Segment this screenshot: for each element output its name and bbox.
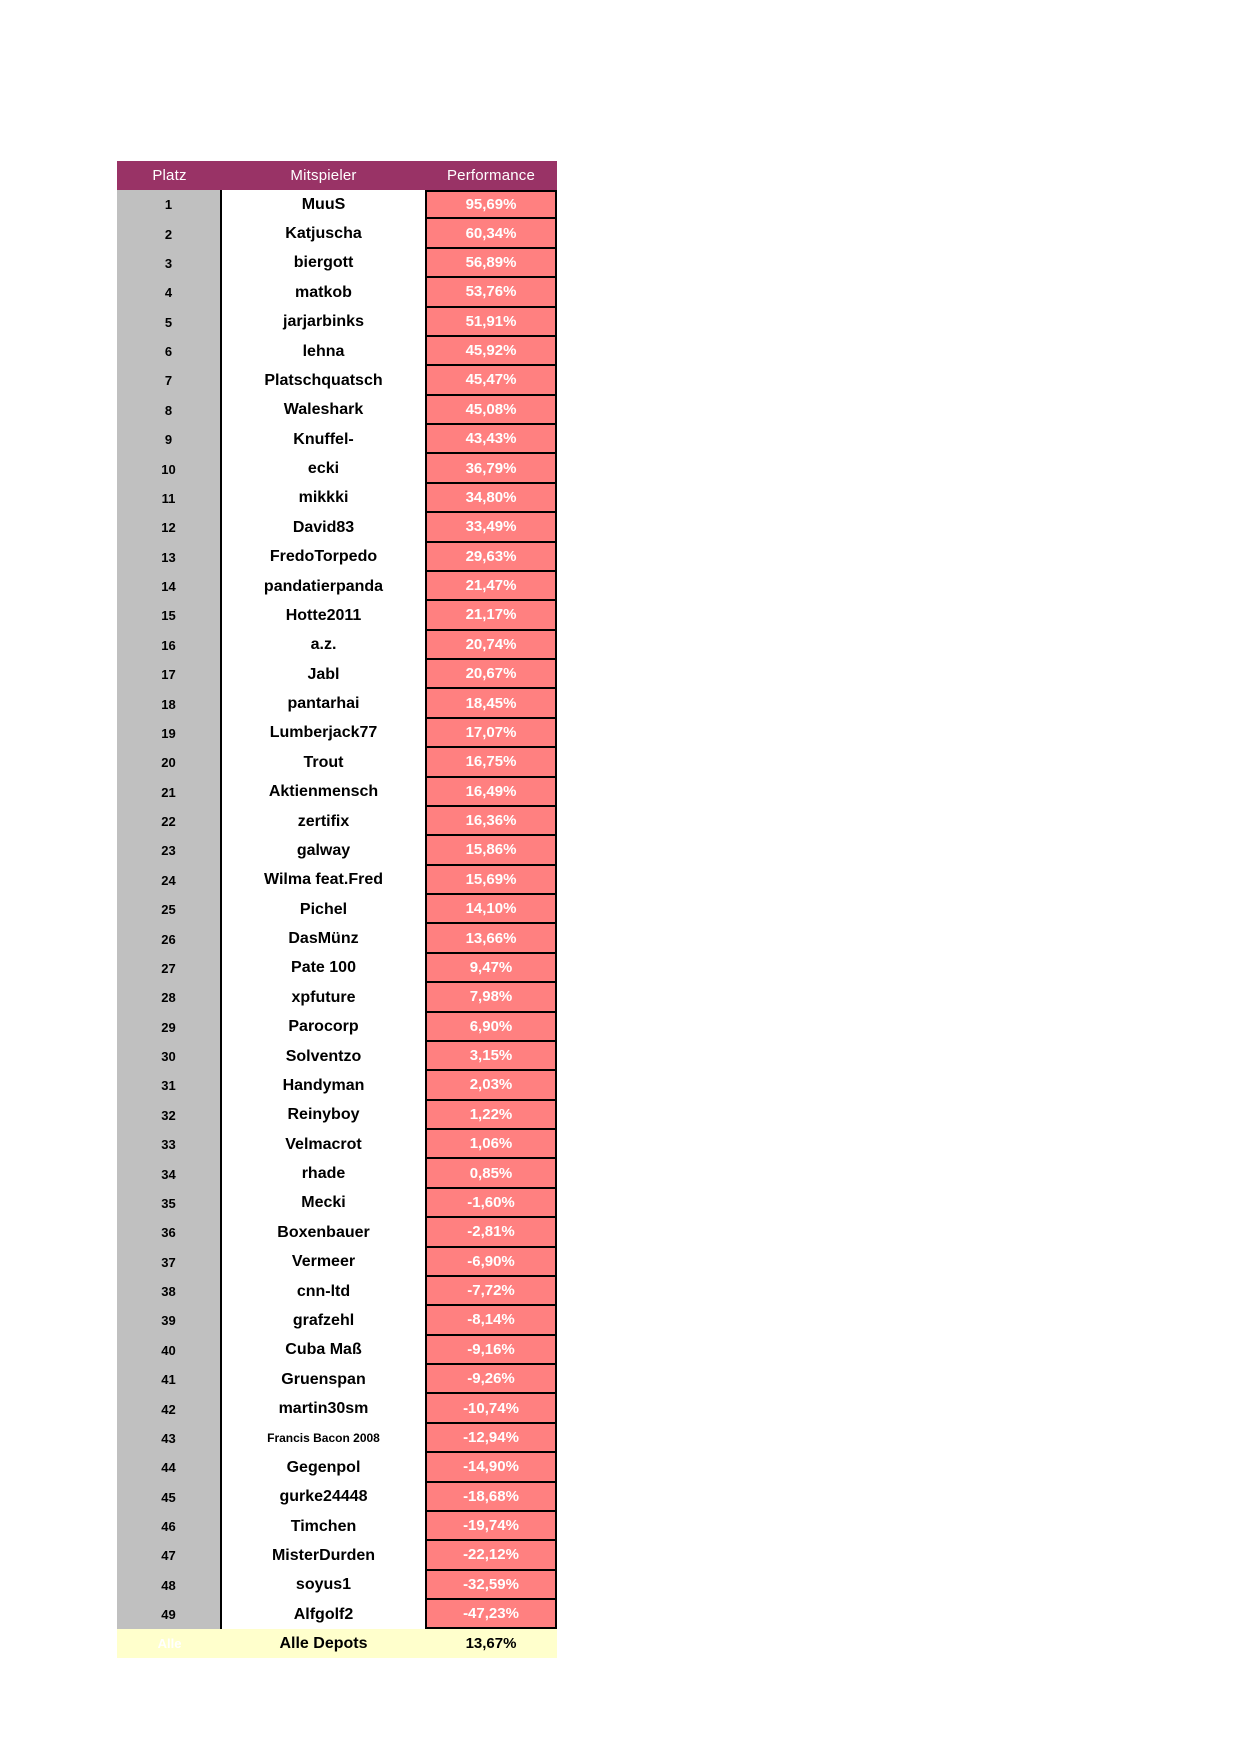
table-header-row [117, 161, 557, 190]
rank-cell: 25 [117, 895, 222, 924]
player-name-cell: Waleshark [222, 396, 425, 425]
summary-name-cell: Alle Depots [279, 1634, 368, 1652]
player-name-cell: martin30sm [222, 1394, 425, 1423]
table-body [117, 190, 557, 1629]
player-name-cell: zertifix [222, 807, 425, 836]
performance-cell: 29,63% [425, 543, 557, 572]
player-name-cell: xpfuture [222, 983, 425, 1012]
rank-cell: 34 [117, 1159, 222, 1188]
rank-cell: 28 [117, 983, 222, 1012]
performance-cell: 14,10% [425, 895, 557, 924]
table-row [117, 1483, 557, 1512]
performance-cell: 15,86% [425, 836, 557, 865]
rank-cell: 12 [117, 513, 222, 542]
player-name-cell: rhade [222, 1159, 425, 1188]
player-name-cell: pandatierpanda [222, 572, 425, 601]
player-name-cell: MisterDurden [222, 1541, 425, 1570]
table-row [117, 954, 557, 983]
rank-cell: 8 [117, 396, 222, 425]
rank-cell: 40 [117, 1336, 222, 1365]
performance-cell: 45,92% [425, 337, 557, 366]
rank-cell: 32 [117, 1101, 222, 1130]
player-name-cell: galway [222, 836, 425, 865]
table-row [117, 1071, 557, 1100]
player-name-cell: Katjuscha [222, 219, 425, 248]
table-row [117, 1013, 557, 1042]
performance-cell: 16,49% [425, 778, 557, 807]
performance-cell: 60,34% [425, 219, 557, 248]
rank-cell: 41 [117, 1365, 222, 1394]
performance-cell: -18,68% [425, 1483, 557, 1512]
player-name-cell: ecki [222, 454, 425, 483]
rank-cell: 13 [117, 543, 222, 572]
rank-cell: 19 [117, 719, 222, 748]
performance-cell: 36,79% [425, 454, 557, 483]
player-name-cell: David83 [222, 513, 425, 542]
player-name-cell: jarjarbinks [222, 308, 425, 337]
table-row [117, 1306, 557, 1335]
rank-cell: 48 [117, 1571, 222, 1600]
performance-cell: -32,59% [425, 1571, 557, 1600]
table-row [117, 866, 557, 895]
table-row [117, 308, 557, 337]
performance-cell: -47,23% [425, 1600, 557, 1629]
rank-cell: 7 [117, 366, 222, 395]
player-name-cell: Reinyboy [222, 1101, 425, 1130]
table-row [117, 719, 557, 748]
player-name-cell: grafzehl [222, 1306, 425, 1335]
table-row [117, 1512, 557, 1541]
rank-cell: 44 [117, 1453, 222, 1482]
performance-cell: -8,14% [425, 1306, 557, 1335]
table-row [117, 1189, 557, 1218]
table-row [117, 1394, 557, 1423]
player-name-cell: Lumberjack77 [222, 719, 425, 748]
player-name-cell: Mecki [222, 1189, 425, 1218]
player-name-cell: lehna [222, 337, 425, 366]
rank-cell: 17 [117, 660, 222, 689]
player-name-cell: Platschquatsch [222, 366, 425, 395]
rank-cell: 18 [117, 689, 222, 718]
performance-cell: 0,85% [425, 1159, 557, 1188]
player-name-cell: Handyman [222, 1071, 425, 1100]
performance-cell: -10,74% [425, 1394, 557, 1423]
table-row [117, 513, 557, 542]
performance-cell: -22,12% [425, 1541, 557, 1570]
rank-cell: 39 [117, 1306, 222, 1335]
performance-cell: 45,47% [425, 366, 557, 395]
player-name-cell: Knuffel- [222, 425, 425, 454]
header-mitspieler: Mitspieler [290, 167, 357, 184]
performance-cell: 21,47% [425, 572, 557, 601]
player-name-cell: soyus1 [222, 1571, 425, 1600]
player-name-cell: Velmacrot [222, 1130, 425, 1159]
rank-cell: 20 [117, 748, 222, 777]
performance-cell: 95,69% [425, 190, 557, 219]
table-row [117, 778, 557, 807]
summary-rank-cell: Alle [157, 1636, 182, 1652]
rank-cell: 15 [117, 601, 222, 630]
table-row [117, 1424, 557, 1453]
table-row [117, 1365, 557, 1394]
rank-cell: 14 [117, 572, 222, 601]
player-name-cell: MuuS [222, 190, 425, 219]
rank-cell: 36 [117, 1218, 222, 1247]
performance-cell: 34,80% [425, 484, 557, 513]
performance-cell: -9,16% [425, 1336, 557, 1365]
table-row [117, 1248, 557, 1277]
table-row [117, 572, 557, 601]
performance-cell: -7,72% [425, 1277, 557, 1306]
player-name-cell: Gruenspan [222, 1365, 425, 1394]
table-row [117, 1453, 557, 1482]
table-row [117, 689, 557, 718]
rank-cell: 31 [117, 1071, 222, 1100]
player-name-cell: Alfgolf2 [222, 1600, 425, 1629]
rank-cell: 9 [117, 425, 222, 454]
table-row [117, 1336, 557, 1365]
performance-cell: -14,90% [425, 1453, 557, 1482]
performance-cell: -12,94% [425, 1424, 557, 1453]
rank-cell: 16 [117, 631, 222, 660]
performance-cell: 51,91% [425, 308, 557, 337]
table-row [117, 543, 557, 572]
performance-cell: 21,17% [425, 601, 557, 630]
table-row [117, 1541, 557, 1570]
performance-cell: 16,75% [425, 748, 557, 777]
player-name-cell: Solventzo [222, 1042, 425, 1071]
player-name-cell: mikkki [222, 484, 425, 513]
rank-cell: 43 [117, 1424, 222, 1453]
table-row [117, 1101, 557, 1130]
player-name-cell: biergott [222, 249, 425, 278]
player-name-cell: Aktienmensch [222, 778, 425, 807]
player-name-cell: Francis Bacon 2008 [222, 1424, 425, 1453]
summary-performance-cell: 13,67% [465, 1635, 517, 1653]
performance-cell: 16,36% [425, 807, 557, 836]
performance-cell: 6,90% [425, 1013, 557, 1042]
performance-cell: -1,60% [425, 1189, 557, 1218]
rank-cell: 6 [117, 337, 222, 366]
table-row [117, 278, 557, 307]
rank-cell: 21 [117, 778, 222, 807]
table-row [117, 425, 557, 454]
rank-cell: 3 [117, 249, 222, 278]
rank-cell: 49 [117, 1600, 222, 1629]
rank-cell: 24 [117, 866, 222, 895]
performance-cell: -6,90% [425, 1248, 557, 1277]
player-name-cell: gurke24448 [222, 1483, 425, 1512]
table-row [117, 836, 557, 865]
rank-cell: 37 [117, 1248, 222, 1277]
table-row [117, 219, 557, 248]
performance-cell: 3,15% [425, 1042, 557, 1071]
performance-cell: 17,07% [425, 719, 557, 748]
rank-cell: 47 [117, 1541, 222, 1570]
rank-cell: 45 [117, 1483, 222, 1512]
performance-cell: 7,98% [425, 983, 557, 1012]
player-name-cell: Pichel [222, 895, 425, 924]
player-name-cell: FredoTorpedo [222, 543, 425, 572]
performance-cell: 15,69% [425, 866, 557, 895]
rank-cell: 5 [117, 308, 222, 337]
rank-cell: 4 [117, 278, 222, 307]
performance-cell: 2,03% [425, 1071, 557, 1100]
table-row [117, 1571, 557, 1600]
rank-cell: 11 [117, 484, 222, 513]
performance-cell: 13,66% [425, 924, 557, 953]
performance-cell: 1,06% [425, 1130, 557, 1159]
table-row [117, 983, 557, 1012]
rank-cell: 35 [117, 1189, 222, 1218]
player-name-cell: Boxenbauer [222, 1218, 425, 1247]
player-name-cell: Gegenpol [222, 1453, 425, 1482]
performance-cell: -19,74% [425, 1512, 557, 1541]
table-row [117, 748, 557, 777]
table-row [117, 1600, 557, 1629]
table-row [117, 601, 557, 630]
table-row [117, 484, 557, 513]
rank-cell: 30 [117, 1042, 222, 1071]
player-name-cell: Trout [222, 748, 425, 777]
performance-cell: 33,49% [425, 513, 557, 542]
summary-row [117, 1629, 557, 1658]
table-row [117, 631, 557, 660]
table-row [117, 924, 557, 953]
performance-cell: 20,74% [425, 631, 557, 660]
table-row [117, 249, 557, 278]
rank-cell: 38 [117, 1277, 222, 1306]
performance-cell: 1,22% [425, 1101, 557, 1130]
table-row [117, 454, 557, 483]
rank-cell: 46 [117, 1512, 222, 1541]
header-platz: Platz [152, 167, 187, 184]
table-row [117, 895, 557, 924]
header-performance: Performance [446, 167, 536, 184]
player-name-cell: a.z. [222, 631, 425, 660]
ranking-table [117, 161, 557, 1658]
table-row [117, 1159, 557, 1188]
player-name-cell: pantarhai [222, 689, 425, 718]
player-name-cell: Timchen [222, 1512, 425, 1541]
rank-cell: 23 [117, 836, 222, 865]
table-row [117, 660, 557, 689]
table-row [117, 1042, 557, 1071]
player-name-cell: cnn-ltd [222, 1277, 425, 1306]
performance-cell: -2,81% [425, 1218, 557, 1247]
rank-cell: 42 [117, 1394, 222, 1423]
performance-cell: 56,89% [425, 249, 557, 278]
player-name-cell: Wilma feat.Fred [222, 866, 425, 895]
performance-cell: 45,08% [425, 396, 557, 425]
performance-cell: -9,26% [425, 1365, 557, 1394]
player-name-cell: Hotte2011 [222, 601, 425, 630]
table-row [117, 366, 557, 395]
table-row [117, 337, 557, 366]
performance-cell: 20,67% [425, 660, 557, 689]
table-row [117, 1277, 557, 1306]
rank-cell: 1 [117, 190, 222, 219]
table-row [117, 807, 557, 836]
table-row [117, 190, 557, 219]
player-name-cell: Vermeer [222, 1248, 425, 1277]
performance-cell: 9,47% [425, 954, 557, 983]
player-name-cell: matkob [222, 278, 425, 307]
performance-cell: 18,45% [425, 689, 557, 718]
rank-cell: 22 [117, 807, 222, 836]
table-row [117, 396, 557, 425]
table-row [117, 1218, 557, 1247]
rank-cell: 2 [117, 219, 222, 248]
player-name-cell: Pate 100 [222, 954, 425, 983]
performance-cell: 53,76% [425, 278, 557, 307]
rank-cell: 29 [117, 1013, 222, 1042]
table-row [117, 1130, 557, 1159]
rank-cell: 26 [117, 924, 222, 953]
rank-cell: 27 [117, 954, 222, 983]
rank-cell: 33 [117, 1130, 222, 1159]
player-name-cell: Cuba Maß [222, 1336, 425, 1365]
player-name-cell: Jabl [222, 660, 425, 689]
rank-cell: 10 [117, 454, 222, 483]
performance-cell: 43,43% [425, 425, 557, 454]
player-name-cell: DasMünz [222, 924, 425, 953]
player-name-cell: Parocorp [222, 1013, 425, 1042]
